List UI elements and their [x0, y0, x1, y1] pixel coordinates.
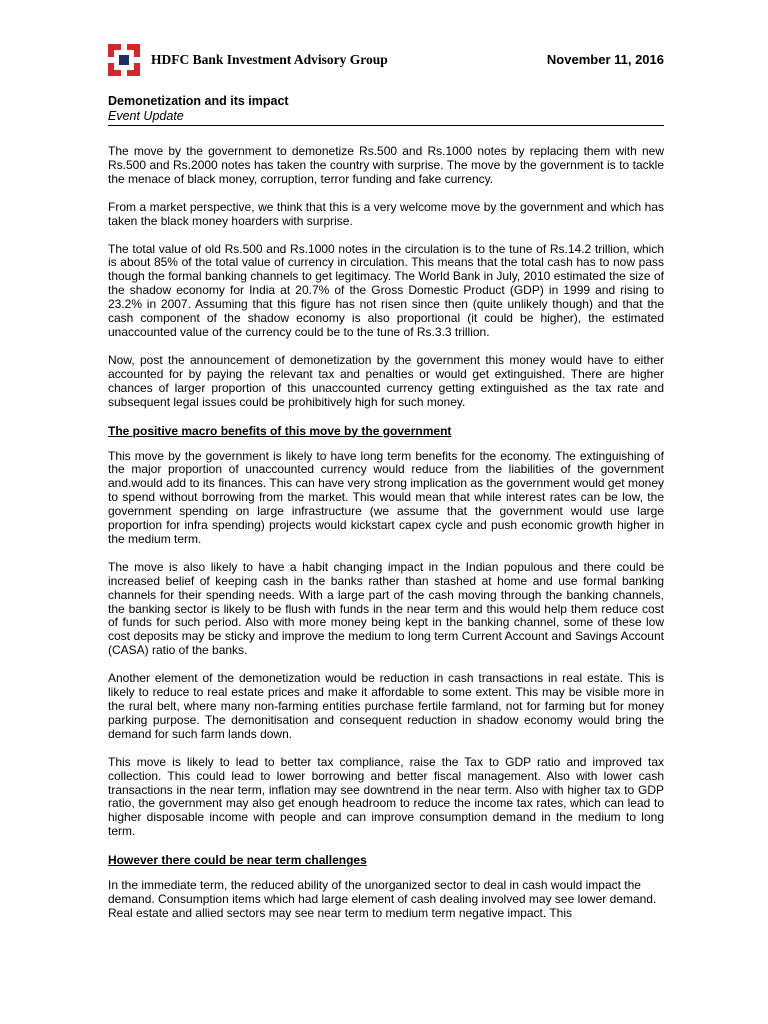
paragraph: The move by the government to demonetize Rs.500 and Rs.1000 notes by replacing them with new Rs.500 and Rs.2000 notes has taken the country with surprise. The move by the government is to tackle the menace of black money, corruption, terror funding and fake currency.	[108, 144, 664, 186]
document-body	[108, 145, 664, 935]
paragraph: This move is likely to lead to better tax compliance, raise the Tax to GDP ratio and improved tax collection. This could lead to lower borrowing and better fiscal management. Also with lower cash transactions in the near term, inflation may see downtrend in the near term. Also with higher tax to GDP ratio, the government may also get enough headroom to reduce the income tax rates, which can lead to higher disposable income with people and can improve consumption demand in the medium to long term.	[108, 754, 664, 839]
paragraph: Now, post the announcement of demonetization by the government this money would have to either accounted for by paying the relevant tax and penalties or would get extinguished. There are higher chances of larger proportion of this unaccounted currency getting extinguished as the tax rate and subsequent legal issues could be prohibitively high for such money.	[108, 352, 664, 409]
page-header	[108, 44, 664, 78]
title-divider	[108, 125, 664, 126]
page-title: Demonetization and its impact	[108, 94, 289, 108]
paragraph: This move by the government is likely to have long term benefits for the economy. The extinguishing of the major proportion of unaccounted currency would reduce from the liabilities of the government and.would add to its finances. This can have very strong implication as the government would get money to spend without borrowing from the market. This would mean that while interest rates can be low, the government spending on large infrastructure (we assume that the government would use large proportion for infra spending) projects would kickstart capex cycle and push economic growth higher in the medium term.	[108, 448, 664, 546]
hdfc-logo-icon	[108, 44, 140, 76]
section-heading-challenges: However there could be near term challenges	[108, 853, 367, 868]
page-subtitle: Event Update	[108, 109, 184, 123]
paragraph: The move is also likely to have a habit changing impact in the Indian populous and there could be increased belief of keeping cash in the banks rather than stashed at home and use formal banking channels for their spending needs. With a large part of the cash moving through the banking channels, the banking sector is likely to be flush with funds in the near term and this would help them reduce cost of funds for such period. Also with more money being kept in the banking channel, some of these low cost deposits may be sticky and improve the medium to long term Current Account and Savings Account (CASA) ratio of the banks.	[108, 559, 664, 658]
paragraph: Another element of the demonetization would be reduction in cash transactions in real estate. This is likely to reduce to real estate prices and make it affordable to some extent. This may be visible more in the rural belt, where many non-farming entities purchase fertile farmland, not for farming but for money parking purpose. The demonitisation and consequent reduction in shadow economy would bring the demand for such farm lands down.	[108, 671, 664, 741]
paragraph: From a market perspective, we think that this is a very welcome move by the government and which has taken the black money hoarders with surprise.	[108, 199, 664, 228]
paragraph: The total value of old Rs.500 and Rs.1000 notes in the circulation is to the tune of Rs.14.2 trillion, which is about 85% of the total value of currency in circulation. This means that the total cash has to now pass though the formal banking channels to get legitimacy. The World Bank in July, 2010 estimated the size of the shadow economy for India at 20.7% of the Gross Domestic Product (GDP) in 1999 and rising to 23.2% in 2007. Assuming that this figure has not risen since then (quite unlikely though) and that the cash component of the shadow economy is also proportional (it could be higher), the estimated unaccounted value of the currency could be to the tune of Rs.3.3 trillion.	[108, 241, 664, 339]
paragraph: In the immediate term, the reduced ability of the unorganized sector to deal in cash would impact the demand. Consumption items which had large element of cash dealing involved may see lower demand. Real estate and allied sectors may see near term to medium term negative impact. This	[108, 878, 657, 920]
title-block	[108, 94, 664, 124]
report-date: November 11, 2016	[546, 52, 664, 67]
organization-name: HDFC Bank Investment Advisory Group	[151, 52, 388, 67]
section-heading-benefits: The positive macro benefits of this move by the government	[108, 423, 452, 438]
